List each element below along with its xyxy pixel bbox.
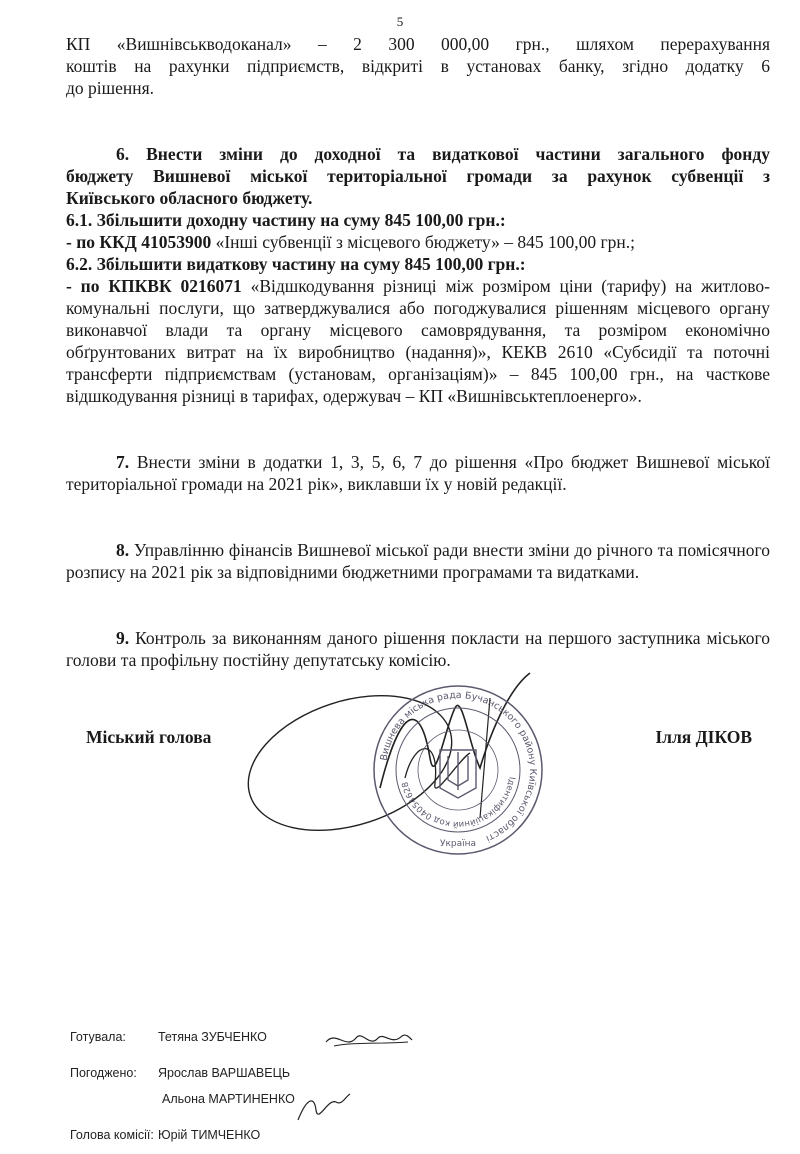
paragraph-continuation-line-3: до рішення. bbox=[66, 78, 155, 98]
stamp-inner-text: Ідентифікаційний код 04054628 bbox=[400, 776, 517, 830]
prepared-label: Готувала: bbox=[70, 1030, 126, 1044]
section-8 bbox=[66, 539, 770, 583]
trident-emblem-icon bbox=[440, 750, 476, 798]
head-label: Голова комісії: bbox=[70, 1128, 154, 1142]
document-body bbox=[66, 33, 770, 671]
section-6-1-heading: 6.1. Збільшити доходну частину на суму 845 100,00 грн.: bbox=[66, 210, 506, 230]
agreed-signature-scribble bbox=[292, 1090, 354, 1130]
kpkvk-code: - по КПКВК 0216071 bbox=[66, 276, 242, 296]
stamp-bottom-text: Україна bbox=[439, 839, 477, 849]
signature-row bbox=[86, 727, 752, 748]
section-6-1-item bbox=[66, 231, 770, 253]
official-stamp bbox=[368, 680, 548, 860]
signatory-position: Міський голова bbox=[86, 727, 212, 747]
section-6-2-heading: 6.2. Збільшити видаткову частину на суму 845 100,00 грн.: bbox=[66, 254, 526, 274]
agreed-label: Погоджено: bbox=[70, 1066, 137, 1080]
section-7-number: 7. bbox=[116, 452, 130, 472]
section-6-title-line-3: Київського обласного бюджету. bbox=[66, 188, 313, 208]
prepared-name: Тетяна ЗУБЧЕНКО bbox=[158, 1030, 267, 1044]
section-9 bbox=[66, 627, 770, 671]
kpkvk-description: «Відшкодування різниці між розміром ціни (тарифу) на житлово-комунальні послуги, що затверджувалися або погоджувалися рішенням місцевого органу виконавчої влади та органу місцевого самоврядування, та розміром економічно обґрунтованих витрат на їх виробництво (надання)», КЕКВ 2610 «Субсидії та поточні трансферти підприємствам (установам, організаціям)» – 845 100,00 грн., на часткове відшкодування різниці в тарифах, одержувач – КП «Вишнівськтеплоенерго». bbox=[66, 276, 770, 406]
head-name: Юрій ТИМЧЕНКО bbox=[158, 1128, 261, 1142]
section-7-text: Внести зміни в додатки 1, 3, 5, 6, 7 до рішення «Про бюджет Вишневої міської територіальної громади на 2021 рік», виклавши їх у новій редакції. bbox=[66, 452, 770, 494]
kkd-description: «Інші субвенції з місцевого бюджету» – 845 100,00 грн.; bbox=[211, 232, 635, 252]
prepared-signature-scribble bbox=[322, 1024, 414, 1054]
section-9-number: 9. bbox=[116, 628, 130, 648]
section-6-title-line-1: 6. Внести зміни до доходної та видаткової частини загального фонду bbox=[116, 144, 770, 164]
section-6-title-line-2: бюджету Вишневої міської територіальної громади за рахунок субвенції з bbox=[66, 166, 770, 186]
agreed-name-1: Ярослав ВАРШАВЕЦЬ bbox=[158, 1066, 291, 1080]
page-number: 5 bbox=[396, 14, 404, 29]
section-9-text: Контроль за виконанням даного рішення покласти на першого заступника міського голови та профільну постійну депутатську комісію. bbox=[66, 628, 770, 670]
paragraph-continuation-line-2: коштів на рахунки підприємств, відкриті в установах банку, згідно додатку 6 bbox=[66, 56, 770, 76]
section-8-text: Управлінню фінансів Вишневої міської ради внести зміни до річного та помісячного розпису на 2021 рік за відповідними бюджетними програмами та видатками. bbox=[66, 540, 770, 582]
signatory-name: Ілля ДІКОВ bbox=[655, 727, 752, 747]
section-7 bbox=[66, 451, 770, 495]
agreed-name-2: Альона МАРТИНЕНКО bbox=[162, 1092, 295, 1106]
section-8-number: 8. bbox=[116, 540, 130, 560]
paragraph-continuation-line-1: КП «Вишнівськводоканал» – 2 300 000,00 грн., шляхом перерахування bbox=[66, 34, 770, 54]
kkd-code: - по ККД 41053900 bbox=[66, 232, 212, 252]
section-6-2-item bbox=[66, 275, 770, 407]
stamp-outer-text: Вишнева міська рада Бучанського району Київської області bbox=[378, 689, 539, 844]
